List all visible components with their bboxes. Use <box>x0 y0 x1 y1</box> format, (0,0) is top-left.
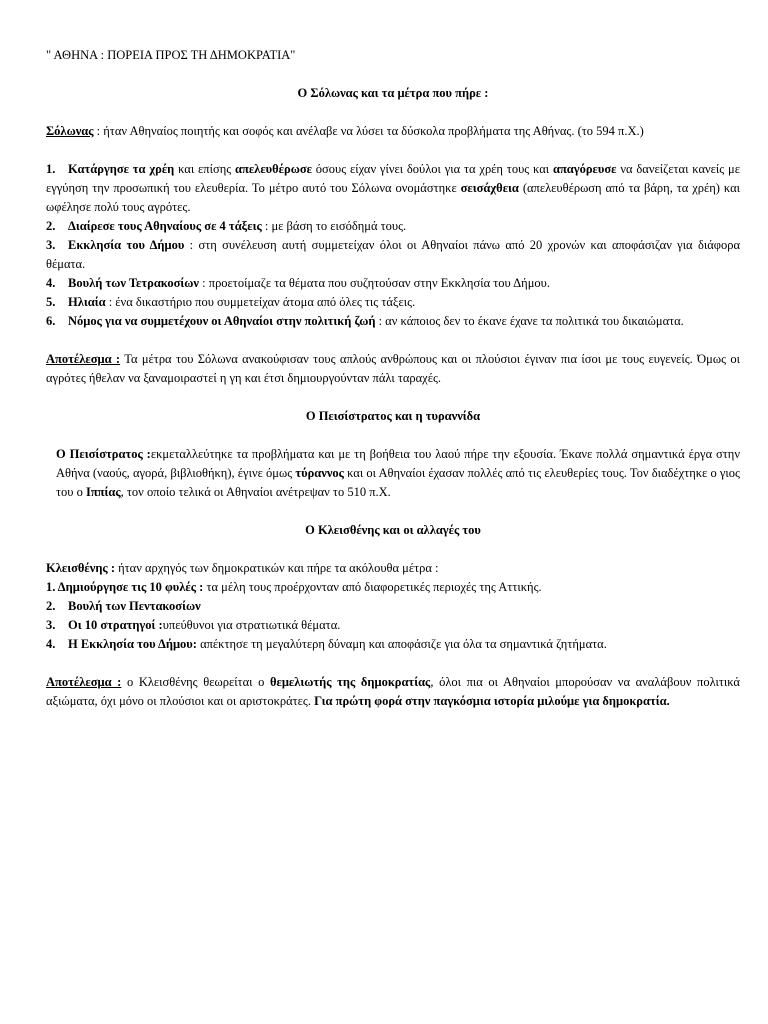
spacer <box>46 502 740 521</box>
intro-text: ήταν αρχηγός των δημοκρατικών και πήρε τα ακόλουθα μέτρα : <box>115 561 439 575</box>
document-page <box>46 46 740 711</box>
result-text: , όλοι πια οι Αθηναίοι μπορούσαν να αναλάβουν πολιτικά αξιώματα, όχι μόνο οι πλούσιοι και οι αριστοκράτες. <box>46 675 740 708</box>
spacer <box>46 331 740 350</box>
spacer <box>46 65 740 84</box>
measure-text: : αν κάποιος δεν το έκανε έχανε τα πολιτικά του δικαιώματα. <box>375 314 684 328</box>
emphasis-term: απελευθέρωσε <box>235 162 312 176</box>
measure-title: Δημιούργησε τις 10 φυλές : <box>55 580 204 594</box>
result-conclusion: Για πρώτη φορά στην παγκόσμια ιστορία μιλούμε για δημοκρατία. <box>314 694 670 708</box>
paragraph-text: εκμεταλλεύτηκε τα προβλήματα και με τη βοήθεια του λαού πήρε την εξουσία. Έκανε πολλά σημαντικά έργα στην Αθήνα (ναούς, αγορά, βιβλιοθήκη), έγινε όμως <box>56 447 740 480</box>
item-number: 3. <box>46 618 56 632</box>
measure-title: Κατάργησε τα χρέη <box>68 162 175 176</box>
item-number: 3. <box>46 238 56 252</box>
kleisthenis-intro <box>46 559 740 578</box>
spacer <box>46 654 740 673</box>
section-heading-kleisthenis: Ο Κλεισθένης και οι αλλαγές του <box>305 523 481 537</box>
item-number: 2. <box>46 219 56 233</box>
measure-text: : προετοίμαζε τα θέματα που συζητούσαν στην Εκκλησία του Δήμου. <box>199 276 550 290</box>
spacer <box>46 540 740 559</box>
measure-text: : στη συνέλευση αυτή συμμετείχαν όλοι οι Αθηναίοι πάνω από 20 χρονών και αποφάσιζαν για διάφορα θέματα. <box>46 238 740 271</box>
measure-text: : με βάση το εισόδημά τους. <box>261 219 407 233</box>
measure-text: τα μέλη τους προέρχονταν από διαφορετικές περιοχές της Αττικής. <box>203 580 542 594</box>
paragraph-text: και οι Αθηναίοι έχασαν πολλές από τις ελευθερίες τους. Τον διαδέχτηκε ο γιος του ο <box>56 466 740 499</box>
result-text: ο Κλεισθένης θεωρείται ο <box>121 675 270 689</box>
solon-intro <box>46 122 740 141</box>
solon-measure-2 <box>46 217 740 236</box>
item-number: 4. <box>46 276 56 290</box>
document-title: " ΑΘΗΝΑ : ΠΟΡΕΙΑ ΠΡΟΣ ΤΗ ΔΗΜΟΚΡΑΤΙΑ" <box>46 48 296 62</box>
measure-title: Διαίρεσε τους Αθηναίους σε 4 τάξεις <box>68 219 262 233</box>
solon-intro-text: : ήταν Αθηναίος ποιητής και σοφός και ανέλαβε να λύσει τα δύσκολα προβλήματα της Αθήνας. (το 594 π.Χ.) <box>93 124 644 138</box>
measure-title: Οι 10 στρατηγοί : <box>68 618 163 632</box>
measure-title: Η Εκκλησία του Δήμου: <box>68 637 197 651</box>
item-number: 1. <box>46 580 56 594</box>
emphasis-term: απαγόρευσε <box>552 162 617 176</box>
solon-measure-3 <box>46 236 740 274</box>
spacer <box>46 426 740 445</box>
result-text: Τα μέτρα του Σόλωνα ανακούφισαν τους απλούς ανθρώπους και οι πλούσιοι έγιναν πια ίσοι με τους ευγενείς. Όμως οι αγρότες ήθελαν να ξαναμοιραστεί η γη και έτσι δημιουργούνταν πάλι ταραχές. <box>46 352 741 385</box>
kleisthenis-measure-4 <box>46 635 740 654</box>
kleisthenis-measure-2 <box>46 597 740 616</box>
item-number: 1. <box>46 162 56 176</box>
measure-title: Εκκλησία του Δήμου <box>68 238 185 252</box>
measure-title: Βουλή των Τετρακοσίων <box>68 276 200 290</box>
spacer <box>46 141 740 160</box>
section-heading-peisistratos: Ο Πεισίστρατος και η τυραννίδα <box>305 409 481 423</box>
solon-measure-5 <box>46 293 740 312</box>
solon-name: Σόλωνας <box>46 124 94 138</box>
spacer <box>46 388 740 407</box>
measure-text: να δανείζεται κανείς με εγγύηση την προσωπική του ελευθερία. Το μέτρο αυτό του Σόλωνα ονομάστηκε <box>46 162 741 195</box>
result-label: Αποτέλεσμα : <box>46 675 122 689</box>
solon-result <box>46 350 740 388</box>
measure-text: απέκτησε τη μεγαλύτερη δύναμη και αποφάσιζε για όλα τα σημαντικά ζητήματα. <box>196 637 607 651</box>
item-number: 5. <box>46 295 56 309</box>
solon-measure-4 <box>46 274 740 293</box>
result-label: Αποτέλεσμα : <box>46 352 121 366</box>
emphasis-term: Ιππίας <box>85 485 121 499</box>
emphasis-term: τύραννος <box>295 466 344 480</box>
paragraph-text: , τον οποίο τελικά οι Αθηναίοι ανέτρεψαν το 510 π.Χ. <box>120 485 391 499</box>
measure-text: όσους είχαν γίνει δούλοι για τα χρέη τους και <box>311 162 553 176</box>
item-number: 2. <box>46 599 56 613</box>
spacer <box>46 103 740 122</box>
measure-text: : ένα δικαστήριο που συμμετείχαν άτομα από όλες τις τάξεις. <box>105 295 416 309</box>
measure-text: (απελευθέρωση από τα βάρη, τα χρέη) και ωφέλησε πολύ τους αγρότες. <box>46 181 740 214</box>
kleisthenis-result <box>46 673 740 711</box>
solon-measure-6 <box>46 312 740 331</box>
kleisthenis-name: Κλεισθένης : <box>46 561 115 575</box>
section-heading-solon: Ο Σόλωνας και τα μέτρα που πήρε : <box>297 86 489 100</box>
solon-measure-1 <box>46 160 740 217</box>
measure-text: και επίσης <box>174 162 236 176</box>
measure-title: Νόμος για να συμμετέχουν οι Αθηναίοι στην πολιτική ζωή <box>68 314 376 328</box>
peisistratos-name: Ο Πεισίστρατος : <box>56 447 151 461</box>
kleisthenis-measure-3 <box>46 616 740 635</box>
item-number: 6. <box>46 314 56 328</box>
emphasis-term: σεισάχθεια <box>460 181 519 195</box>
emphasis-term: θεμελιωτής της δημοκρατίας <box>269 675 431 689</box>
measure-title: Ηλιαία <box>68 295 106 309</box>
measure-text: υπεύθυνοι για στρατιωτικά θέματα. <box>162 618 341 632</box>
measure-title: Βουλή των Πεντακοσίων <box>68 599 201 613</box>
peisistratos-paragraph <box>46 445 740 502</box>
item-number: 4. <box>46 637 56 651</box>
kleisthenis-measure-1 <box>46 578 740 597</box>
